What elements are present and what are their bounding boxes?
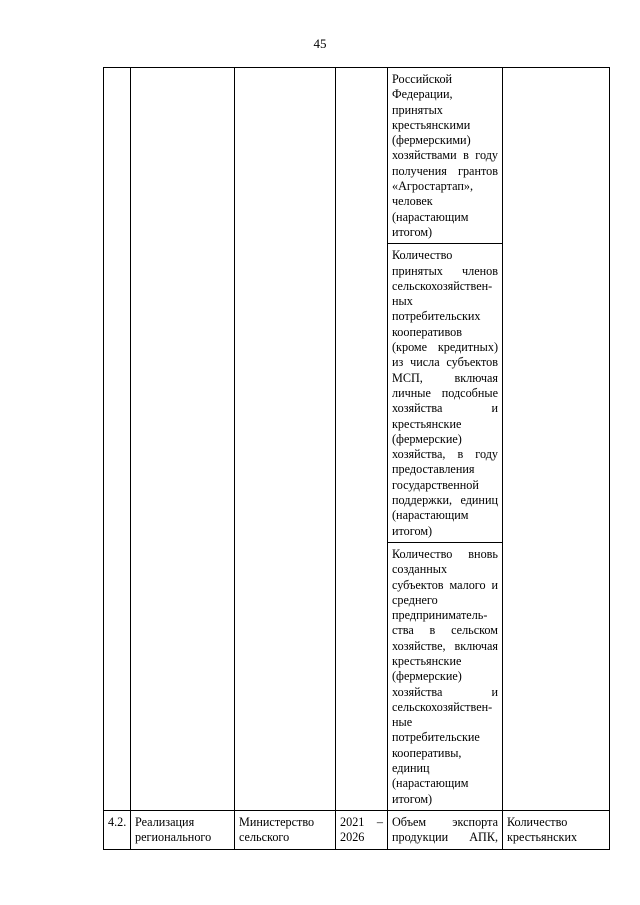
- indicator-line: получения грантов: [392, 163, 498, 178]
- indicator-cell: [388, 68, 503, 244]
- number-cell: 4.2.: [104, 810, 131, 849]
- indicator-line: итогом): [392, 791, 433, 806]
- table-row: [104, 810, 610, 849]
- indicator-line: (фермерскими): [392, 133, 471, 148]
- indicator-line: крестьянскими: [392, 117, 471, 132]
- indicator-line: Российской: [392, 72, 453, 86]
- indicator-line: ные: [392, 715, 413, 730]
- indicator-line: крестьянские: [392, 416, 462, 431]
- indicator-line: ных: [392, 294, 413, 309]
- indicator-cell: [388, 244, 503, 543]
- indicator-line: принятых: [392, 102, 443, 117]
- indicator-line: (фермерские): [392, 669, 462, 684]
- period-dash: –: [376, 814, 383, 829]
- measure-name-cell: [131, 810, 235, 849]
- indicator-line: предоставления: [392, 462, 475, 477]
- indicator-line: человек: [392, 194, 433, 209]
- result-cell: [503, 68, 610, 811]
- indicator-line: принятых членов: [392, 263, 498, 278]
- indicator-line: Федерации,: [392, 87, 453, 102]
- indicator-cell: [388, 542, 503, 810]
- indicator-line: потребительские: [392, 730, 480, 745]
- indicator-line: МСП, включая: [392, 370, 498, 385]
- indicator-line: хозяйства, в году: [392, 447, 498, 462]
- period-start: 2021: [340, 814, 365, 829]
- indicator-line: государственной: [392, 477, 479, 492]
- indicator-line: созданных: [392, 562, 448, 577]
- indicator-line: сельскохозяйствен-: [392, 278, 493, 293]
- measure-name-cell: [131, 68, 235, 811]
- indicator-line: хозяйства и: [392, 401, 498, 416]
- result-line: крестьянских: [507, 830, 578, 845]
- indicator-line: итогом): [392, 523, 433, 538]
- indicator-line: Количество вновь: [392, 546, 498, 561]
- period-start-row: [340, 815, 383, 830]
- indicator-line: продукции АПК,: [392, 830, 498, 845]
- indicator-line: (нарастающим: [392, 209, 469, 224]
- indicator-line: (кроме кредитных): [392, 340, 498, 355]
- indicator-line: потребительских: [392, 309, 481, 324]
- executor-line: Министерство: [239, 814, 315, 829]
- indicator-cell: [388, 810, 503, 849]
- indicator-line: крестьянские: [392, 653, 462, 668]
- page-number: 45: [313, 36, 327, 51]
- indicator-line: сельскохозяйствен-: [392, 699, 493, 714]
- result-cell: [503, 810, 610, 849]
- indicator-line: ства в сельском: [392, 623, 498, 638]
- indicator-line: личные подсобные: [392, 385, 498, 400]
- indicator-line: хозяйстве, включая: [392, 638, 498, 653]
- indicator-line: итогом): [392, 224, 433, 239]
- table-row: [104, 68, 610, 244]
- indicator-line: (фермерские): [392, 431, 462, 446]
- indicator-line: «Агростартап»,: [392, 179, 473, 194]
- indicator-line: хозяйствами в году: [392, 148, 498, 163]
- measure-name-line: Реализация: [135, 814, 195, 829]
- indicator-line: среднего: [392, 592, 438, 607]
- indicator-line: Объем экспорта: [392, 814, 498, 829]
- period-end: 2026: [340, 830, 365, 845]
- indicator-line: хозяйства и: [392, 684, 498, 699]
- executor-cell: [235, 810, 336, 849]
- indicator-line: единиц: [392, 761, 430, 776]
- indicator-line: кооперативы,: [392, 745, 462, 760]
- measure-name-line: регионального: [135, 830, 212, 845]
- indicator-line: предприниматель-: [392, 608, 488, 623]
- indicator-line: поддержки, единиц: [392, 493, 498, 508]
- indicator-line: субъектов малого и: [392, 577, 498, 592]
- indicator-line: Количество: [392, 248, 453, 263]
- executor-line: сельского: [239, 830, 290, 845]
- period-cell: [336, 68, 388, 811]
- period-cell: [336, 810, 388, 849]
- indicator-line: (нарастающим: [392, 776, 469, 791]
- indicator-line: (нарастающим: [392, 508, 469, 523]
- indicator-line: из числа субъектов: [392, 355, 498, 370]
- indicator-line: кооперативов: [392, 324, 462, 339]
- result-line: Количество: [507, 814, 568, 829]
- executor-cell: [235, 68, 336, 811]
- number-cell: [104, 68, 131, 811]
- program-measures-table: [103, 67, 610, 850]
